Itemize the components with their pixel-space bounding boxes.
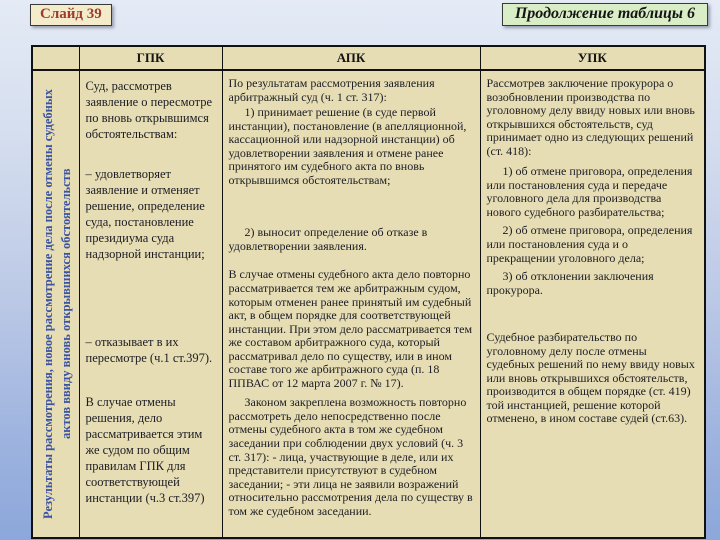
apk-cell (222, 70, 480, 538)
row-label-cell (32, 70, 79, 538)
header-gpk: ГПК (79, 46, 222, 70)
upk-paragraph: Рассмотрев заключение прокурора о возобновлении производства по уголовному делу ввиду новых или вновь открывшихся обстоятельств, суд принимает одно из следующих решений (ст. 418): (486, 76, 695, 158)
gpk-paragraph: Суд, рассмотрев заявление о пересмотре по вновь открывшимся обстоятельствам: (85, 79, 212, 141)
gpk-paragraph: – удовлетворяет заявление и отменяет решение, определение суда, постановление президиума суда надзорной инстанции; (85, 167, 205, 261)
comparison-table (31, 45, 706, 539)
apk-paragraph: В случае отмены судебного акта дело повторно рассматривается тем же арбитражным судом, которым отменен ранее принятый им судебный акт, в общем порядке для соответствующей инстанции. При этом дело рассматривается тем же составом арбитражного суда, который рассматривал дело по существу, или в ином составе того же арбитражного суда (п. 18 ППВАС от 12 марта 2007 г. № 17). (228, 267, 473, 390)
upk-paragraph: 2) об отмене приговора, определения или постановления суда и о прекращении уголовного дела; (486, 223, 693, 265)
header-empty-cell (32, 46, 79, 70)
row-label-rotated: Результаты рассмотрения, новое рассмотрение дела после отмены судебных актов ввиду вновь открывшихся обстоятельств (41, 89, 74, 519)
apk-paragraph: Законом закреплена возможность повторно рассмотреть дело непосредственно после отмены судебного акта в том же судебном заседании при соблюдении двух условий (ч. 3 ст. 317): - лица, участвующие в деле, или их представители присутствуют в судебном заседании; - эти лица не заявили возражений относительно рассмотрения дела по существу в том же судебном заседании. (228, 395, 473, 518)
upk-paragraph: 3) об отклонении заключения прокурора. (486, 269, 654, 297)
apk-paragraph: 2) выносит определение об отказе в удовлетворении заявления. (228, 225, 428, 253)
apk-paragraph: По результатам рассмотрения заявления арбитражный суд (ч. 1 ст. 317): (228, 76, 435, 104)
upk-paragraph: Судебное разбирательство по уголовному делу после отмены судебных решений по нему ввиду новых или вновь открывшихся обстоятельств, производится в общем порядке (ст. 419) той инстанцией, решение которой отменено, в ином составе судей (ст.63). (486, 330, 695, 426)
upk-paragraph: 1) об отмене приговора, определения или постановления суда и передаче уголовного дела для производства нового судебного разбирательства; (486, 164, 693, 219)
header-upk: УПК (480, 46, 705, 70)
table-header-row (32, 46, 705, 70)
slide-number-badge: Слайд 39 (30, 4, 112, 26)
table-continuation-title: Продолжение таблицы 6 (502, 3, 708, 26)
gpk-paragraph: В случае отмены решения, дело рассматривается этим же судом по общим правилам ГПК для соответствующей инстанции (ч.3 ст.397) (85, 395, 205, 505)
table-body-row (32, 70, 705, 538)
apk-paragraph: 1) принимает решение (в суде первой инстанции), постановление (в апелляционной, кассационной или надзорной инстанции) об удовлетворении заявления и отмене ранее принятого им судебного акта по вновь открывшимся обстоятельствам; (228, 105, 467, 187)
gpk-paragraph: – отказывает в их пересмотре (ч.1 ст.397). (85, 335, 213, 365)
gpk-cell (79, 70, 222, 538)
header-apk: АПК (222, 46, 480, 70)
upk-cell (480, 70, 705, 538)
